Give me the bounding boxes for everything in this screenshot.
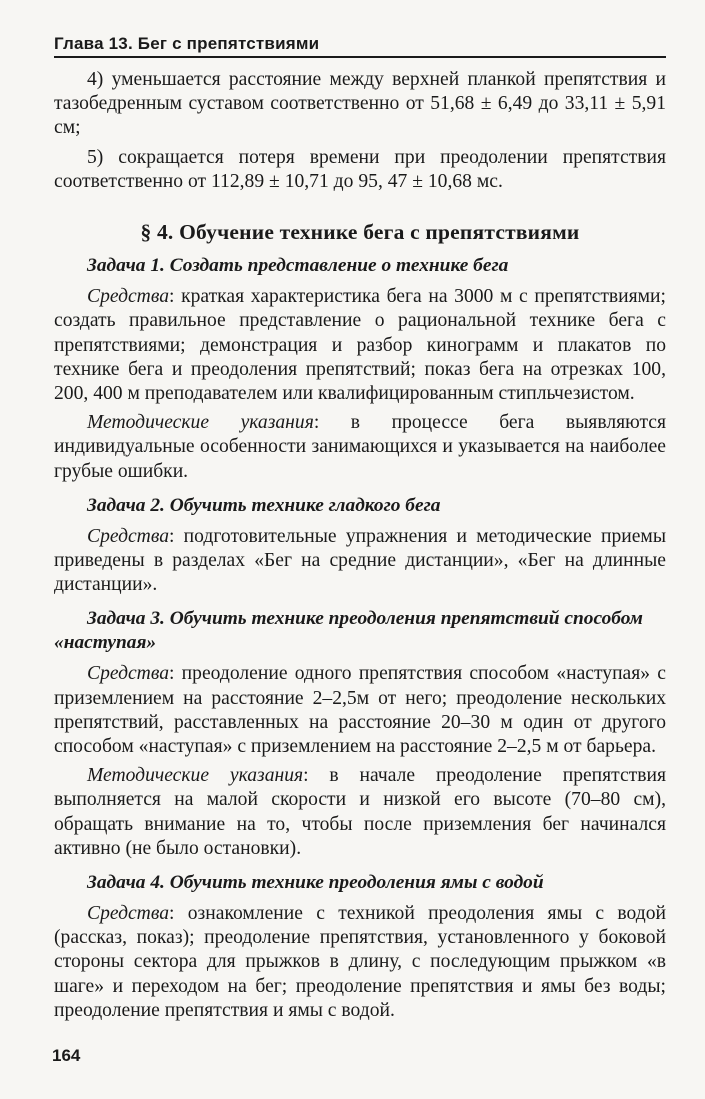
notes-text: : в начале преодоление препятствия выполняется на малой скорости и низкой его высоте (70–80 см), обращать внимание на то, чтобы после приземления бег начинался активно (не было остановки).	[54, 765, 666, 859]
means-text: : преодоление одного препятствия способом «наступая» с приземлением на расстояние 2–2,5м от него; преодоление нескольких препятствий, расставленных на расстояние 20–30 м один от другого способом «наступая» с приземлением на расстояние 2–2,5 м от барьера.	[54, 663, 666, 758]
means-text: : краткая характеристика бега на 3000 м с препятствиями; создать правильное представление о рациональной технике бега с препятствиями; демонстрация и разбор кинограмм и плакатов по технике бега и преодоления препятствий; показ бега на отрезках 100, 200, 400 м преподавателем или квалифицированным стипльчезистом.	[54, 286, 666, 405]
task-3-title: Задача 3. Обучить технике преодоления препятствий способом «наступая»	[54, 608, 643, 654]
section-heading: § 4. Обучение технике бега с препятствиями	[140, 220, 580, 245]
running-head: Глава 13. Бег с препятствиями	[54, 34, 666, 58]
means-label: Средства	[87, 903, 170, 925]
list-item-5: 5) сокращается потеря времени при преодолении препятствия соответственно от 112,89 ± 10,71 до 95, 47 ± 10,68 мс.	[54, 146, 666, 192]
means-label: Средства	[87, 663, 170, 685]
notes-text: : в процессе бега выявляются индивидуальные особенности занимающихся и указывается на наиболее грубые ошибки.	[54, 412, 666, 482]
task-3-means	[54, 662, 666, 759]
page-body	[54, 68, 666, 1028]
means-text: : ознакомление с техникой преодоления ямы с водой (рассказ, показ); преодоление препятствия, установленного у боковой стороны сектора для прыжков в длину, с последующим прыжком «в шаге» и переходом на бег; преодоление препятствия и ямы без воды; преодоление препятствия и ямы с водой.	[54, 903, 666, 1021]
means-label: Средства	[87, 286, 170, 308]
notes-label: Методические указания	[87, 412, 314, 434]
notes-label: Методические указания	[87, 765, 304, 787]
task-1-title: Задача 1. Создать представление о технике бега	[87, 255, 509, 277]
task-2-title: Задача 2. Обучить технике гладкого бега	[87, 494, 441, 516]
means-text: : подготовительные упражнения и методические приемы приведены в разделах «Бег на средние дистанции», «Бег на длинные дистанции».	[54, 525, 666, 596]
task-1-notes	[54, 411, 666, 484]
page-number: 164	[52, 1046, 81, 1065]
list-item-4: 4) уменьшается расстояние между верхней планкой препятствия и тазобедренным суставом соответственно от 51,68 ± 6,49 до 33,11 ± 5,91 см;	[54, 69, 666, 139]
means-label: Средства	[87, 525, 170, 547]
task-3-notes	[54, 764, 666, 861]
task-2-means	[54, 525, 666, 598]
task-4-title: Задача 4. Обучить технике преодоления ямы с водой	[87, 872, 544, 894]
task-4-means	[54, 902, 666, 1023]
task-1-means	[54, 285, 666, 406]
